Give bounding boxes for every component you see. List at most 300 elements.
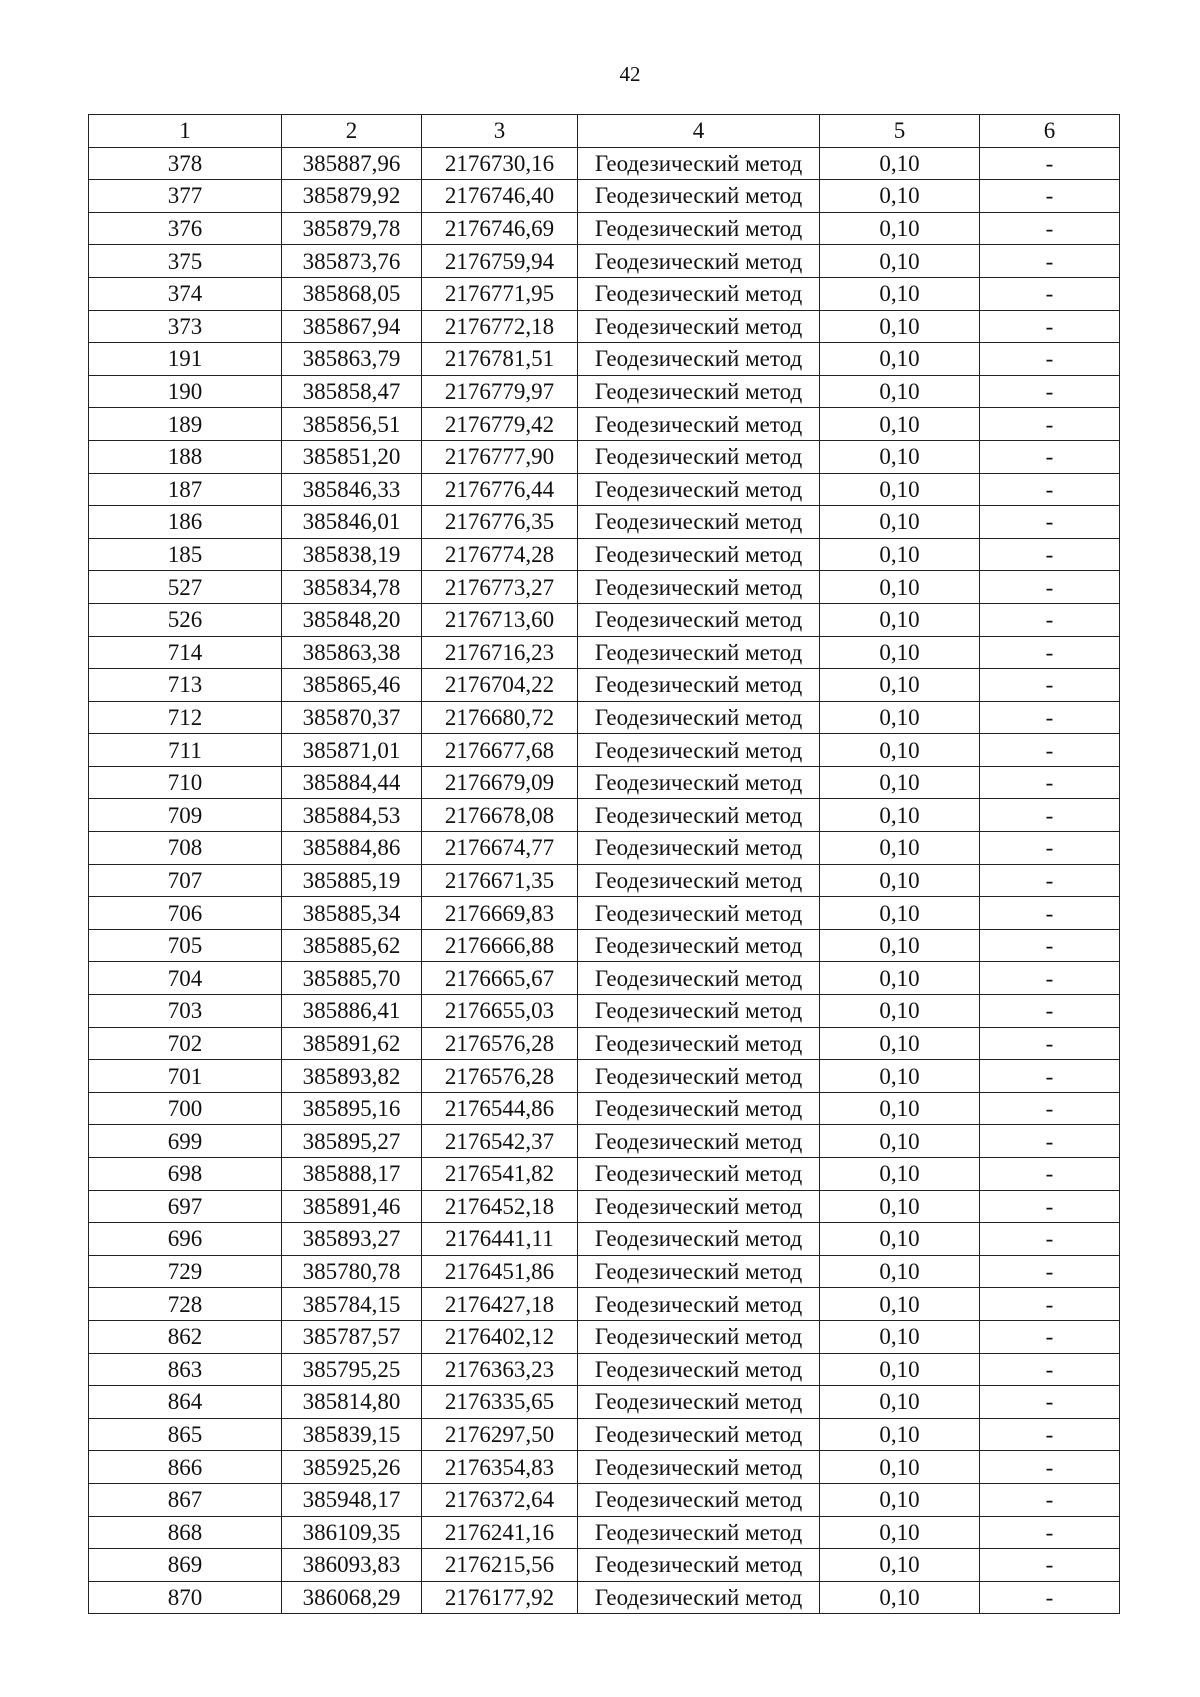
table-row bbox=[89, 1288, 1120, 1321]
y-coordinate-cell: 2176655,03 bbox=[422, 995, 578, 1028]
method-cell: Геодезический метод bbox=[578, 897, 820, 930]
y-coordinate-cell: 2176777,90 bbox=[422, 440, 578, 473]
note-cell: - bbox=[980, 277, 1120, 310]
y-coordinate-cell: 2176781,51 bbox=[422, 343, 578, 376]
table-row bbox=[89, 799, 1120, 832]
point-number-cell: 870 bbox=[89, 1581, 282, 1614]
method-cell: Геодезический метод bbox=[578, 440, 820, 473]
x-coordinate-cell: 385787,57 bbox=[282, 1320, 422, 1353]
x-coordinate-cell: 385879,92 bbox=[282, 180, 422, 213]
table-row bbox=[89, 766, 1120, 799]
point-number-cell: 698 bbox=[89, 1158, 282, 1191]
y-coordinate-cell: 2176779,42 bbox=[422, 408, 578, 441]
note-cell: - bbox=[980, 147, 1120, 180]
point-number-cell: 714 bbox=[89, 636, 282, 669]
table-row bbox=[89, 1451, 1120, 1484]
table-row bbox=[89, 1386, 1120, 1419]
note-cell: - bbox=[980, 766, 1120, 799]
y-coordinate-cell: 2176177,92 bbox=[422, 1581, 578, 1614]
table-row bbox=[89, 636, 1120, 669]
y-coordinate-cell: 2176576,28 bbox=[422, 1060, 578, 1093]
x-coordinate-cell: 385814,80 bbox=[282, 1386, 422, 1419]
note-cell: - bbox=[980, 375, 1120, 408]
x-coordinate-cell: 385885,19 bbox=[282, 864, 422, 897]
x-coordinate-cell: 385885,70 bbox=[282, 962, 422, 995]
y-coordinate-cell: 2176771,95 bbox=[422, 277, 578, 310]
note-cell: - bbox=[980, 799, 1120, 832]
accuracy-cell: 0,10 bbox=[820, 929, 980, 962]
point-number-cell: 697 bbox=[89, 1190, 282, 1223]
accuracy-cell: 0,10 bbox=[820, 962, 980, 995]
table-row bbox=[89, 1549, 1120, 1582]
y-coordinate-cell: 2176241,16 bbox=[422, 1516, 578, 1549]
x-coordinate-cell: 385879,78 bbox=[282, 212, 422, 245]
point-number-cell: 191 bbox=[89, 343, 282, 376]
note-cell: - bbox=[980, 1092, 1120, 1125]
table-row bbox=[89, 1255, 1120, 1288]
note-cell: - bbox=[980, 1418, 1120, 1451]
table-row bbox=[89, 538, 1120, 571]
note-cell: - bbox=[980, 864, 1120, 897]
y-coordinate-cell: 2176774,28 bbox=[422, 538, 578, 571]
table-row bbox=[89, 343, 1120, 376]
note-cell: - bbox=[980, 636, 1120, 669]
x-coordinate-cell: 385885,62 bbox=[282, 929, 422, 962]
y-coordinate-cell: 2176678,08 bbox=[422, 799, 578, 832]
method-cell: Геодезический метод bbox=[578, 1581, 820, 1614]
x-coordinate-cell: 385858,47 bbox=[282, 375, 422, 408]
note-cell: - bbox=[980, 1516, 1120, 1549]
note-cell: - bbox=[980, 538, 1120, 571]
method-cell: Геодезический метод bbox=[578, 571, 820, 604]
y-coordinate-cell: 2176544,86 bbox=[422, 1092, 578, 1125]
table-row bbox=[89, 995, 1120, 1028]
method-cell: Геодезический метод bbox=[578, 766, 820, 799]
table-row bbox=[89, 440, 1120, 473]
column-header: 1 bbox=[89, 115, 282, 148]
table-row bbox=[89, 734, 1120, 767]
table-row bbox=[89, 1092, 1120, 1125]
note-cell: - bbox=[980, 1190, 1120, 1223]
y-coordinate-cell: 2176665,67 bbox=[422, 962, 578, 995]
table-row bbox=[89, 864, 1120, 897]
x-coordinate-cell: 385867,94 bbox=[282, 310, 422, 343]
note-cell: - bbox=[980, 1483, 1120, 1516]
method-cell: Геодезический метод bbox=[578, 1125, 820, 1158]
y-coordinate-cell: 2176773,27 bbox=[422, 571, 578, 604]
accuracy-cell: 0,10 bbox=[820, 538, 980, 571]
table-row bbox=[89, 897, 1120, 930]
y-coordinate-cell: 2176779,97 bbox=[422, 375, 578, 408]
x-coordinate-cell: 385884,53 bbox=[282, 799, 422, 832]
table-row bbox=[89, 962, 1120, 995]
table-row bbox=[89, 1125, 1120, 1158]
accuracy-cell: 0,10 bbox=[820, 1320, 980, 1353]
point-number-cell: 713 bbox=[89, 669, 282, 702]
note-cell: - bbox=[980, 212, 1120, 245]
accuracy-cell: 0,10 bbox=[820, 1190, 980, 1223]
method-cell: Геодезический метод bbox=[578, 1418, 820, 1451]
method-cell: Геодезический метод bbox=[578, 1353, 820, 1386]
x-coordinate-cell: 385863,38 bbox=[282, 636, 422, 669]
point-number-cell: 701 bbox=[89, 1060, 282, 1093]
note-cell: - bbox=[980, 734, 1120, 767]
point-number-cell: 185 bbox=[89, 538, 282, 571]
y-coordinate-cell: 2176776,44 bbox=[422, 473, 578, 506]
table-row bbox=[89, 1516, 1120, 1549]
x-coordinate-cell: 385893,27 bbox=[282, 1223, 422, 1256]
point-number-cell: 706 bbox=[89, 897, 282, 930]
y-coordinate-cell: 2176372,64 bbox=[422, 1483, 578, 1516]
method-cell: Геодезический метод bbox=[578, 1386, 820, 1419]
note-cell: - bbox=[980, 1386, 1120, 1419]
accuracy-cell: 0,10 bbox=[820, 603, 980, 636]
table-row bbox=[89, 1418, 1120, 1451]
note-cell: - bbox=[980, 669, 1120, 702]
x-coordinate-cell: 385885,34 bbox=[282, 897, 422, 930]
table-row bbox=[89, 1190, 1120, 1223]
accuracy-cell: 0,10 bbox=[820, 310, 980, 343]
note-cell: - bbox=[980, 1353, 1120, 1386]
accuracy-cell: 0,10 bbox=[820, 832, 980, 865]
method-cell: Геодезический метод bbox=[578, 343, 820, 376]
column-header: 4 bbox=[578, 115, 820, 148]
y-coordinate-cell: 2176441,11 bbox=[422, 1223, 578, 1256]
method-cell: Геодезический метод bbox=[578, 1190, 820, 1223]
table-row bbox=[89, 375, 1120, 408]
accuracy-cell: 0,10 bbox=[820, 1386, 980, 1419]
point-number-cell: 712 bbox=[89, 701, 282, 734]
note-cell: - bbox=[980, 1581, 1120, 1614]
note-cell: - bbox=[980, 440, 1120, 473]
method-cell: Геодезический метод bbox=[578, 408, 820, 441]
method-cell: Геодезический метод bbox=[578, 473, 820, 506]
point-number-cell: 375 bbox=[89, 245, 282, 278]
note-cell: - bbox=[980, 343, 1120, 376]
note-cell: - bbox=[980, 473, 1120, 506]
accuracy-cell: 0,10 bbox=[820, 1418, 980, 1451]
note-cell: - bbox=[980, 832, 1120, 865]
table-row bbox=[89, 701, 1120, 734]
note-cell: - bbox=[980, 1223, 1120, 1256]
note-cell: - bbox=[980, 962, 1120, 995]
y-coordinate-cell: 2176452,18 bbox=[422, 1190, 578, 1223]
x-coordinate-cell: 385795,25 bbox=[282, 1353, 422, 1386]
x-coordinate-cell: 385863,79 bbox=[282, 343, 422, 376]
y-coordinate-cell: 2176297,50 bbox=[422, 1418, 578, 1451]
method-cell: Геодезический метод bbox=[578, 734, 820, 767]
accuracy-cell: 0,10 bbox=[820, 799, 980, 832]
x-coordinate-cell: 385871,01 bbox=[282, 734, 422, 767]
note-cell: - bbox=[980, 180, 1120, 213]
y-coordinate-cell: 2176542,37 bbox=[422, 1125, 578, 1158]
table-row bbox=[89, 1581, 1120, 1614]
table-row bbox=[89, 1027, 1120, 1060]
point-number-cell: 864 bbox=[89, 1386, 282, 1419]
accuracy-cell: 0,10 bbox=[820, 408, 980, 441]
method-cell: Геодезический метод bbox=[578, 962, 820, 995]
accuracy-cell: 0,10 bbox=[820, 1288, 980, 1321]
point-number-cell: 696 bbox=[89, 1223, 282, 1256]
table-row bbox=[89, 571, 1120, 604]
method-cell: Геодезический метод bbox=[578, 701, 820, 734]
x-coordinate-cell: 385891,62 bbox=[282, 1027, 422, 1060]
table-header-row bbox=[89, 115, 1120, 148]
accuracy-cell: 0,10 bbox=[820, 669, 980, 702]
y-coordinate-cell: 2176674,77 bbox=[422, 832, 578, 865]
accuracy-cell: 0,10 bbox=[820, 1483, 980, 1516]
point-number-cell: 373 bbox=[89, 310, 282, 343]
accuracy-cell: 0,10 bbox=[820, 636, 980, 669]
table-row bbox=[89, 212, 1120, 245]
table-row bbox=[89, 832, 1120, 865]
accuracy-cell: 0,10 bbox=[820, 1451, 980, 1484]
table-row bbox=[89, 473, 1120, 506]
point-number-cell: 705 bbox=[89, 929, 282, 962]
x-coordinate-cell: 385834,78 bbox=[282, 571, 422, 604]
y-coordinate-cell: 2176541,82 bbox=[422, 1158, 578, 1191]
y-coordinate-cell: 2176713,60 bbox=[422, 603, 578, 636]
table-row bbox=[89, 1223, 1120, 1256]
accuracy-cell: 0,10 bbox=[820, 1092, 980, 1125]
x-coordinate-cell: 385948,17 bbox=[282, 1483, 422, 1516]
y-coordinate-cell: 2176677,68 bbox=[422, 734, 578, 767]
accuracy-cell: 0,10 bbox=[820, 1353, 980, 1386]
accuracy-cell: 0,10 bbox=[820, 1223, 980, 1256]
x-coordinate-cell: 385884,44 bbox=[282, 766, 422, 799]
point-number-cell: 869 bbox=[89, 1549, 282, 1582]
point-number-cell: 708 bbox=[89, 832, 282, 865]
table-row bbox=[89, 147, 1120, 180]
x-coordinate-cell: 385848,20 bbox=[282, 603, 422, 636]
note-cell: - bbox=[980, 1125, 1120, 1158]
accuracy-cell: 0,10 bbox=[820, 897, 980, 930]
method-cell: Геодезический метод bbox=[578, 799, 820, 832]
note-cell: - bbox=[980, 1027, 1120, 1060]
point-number-cell: 862 bbox=[89, 1320, 282, 1353]
y-coordinate-cell: 2176215,56 bbox=[422, 1549, 578, 1582]
point-number-cell: 704 bbox=[89, 962, 282, 995]
note-cell: - bbox=[980, 1255, 1120, 1288]
point-number-cell: 703 bbox=[89, 995, 282, 1028]
x-coordinate-cell: 385884,86 bbox=[282, 832, 422, 865]
x-coordinate-cell: 385893,82 bbox=[282, 1060, 422, 1093]
table-row bbox=[89, 506, 1120, 539]
accuracy-cell: 0,10 bbox=[820, 766, 980, 799]
y-coordinate-cell: 2176776,35 bbox=[422, 506, 578, 539]
x-coordinate-cell: 386093,83 bbox=[282, 1549, 422, 1582]
table-row bbox=[89, 1483, 1120, 1516]
method-cell: Геодезический метод bbox=[578, 245, 820, 278]
y-coordinate-cell: 2176772,18 bbox=[422, 310, 578, 343]
note-cell: - bbox=[980, 1451, 1120, 1484]
column-header: 3 bbox=[422, 115, 578, 148]
table-row bbox=[89, 245, 1120, 278]
note-cell: - bbox=[980, 1549, 1120, 1582]
table-row bbox=[89, 1353, 1120, 1386]
point-number-cell: 699 bbox=[89, 1125, 282, 1158]
method-cell: Геодезический метод bbox=[578, 538, 820, 571]
accuracy-cell: 0,10 bbox=[820, 440, 980, 473]
point-number-cell: 711 bbox=[89, 734, 282, 767]
accuracy-cell: 0,10 bbox=[820, 343, 980, 376]
x-coordinate-cell: 385888,17 bbox=[282, 1158, 422, 1191]
x-coordinate-cell: 385856,51 bbox=[282, 408, 422, 441]
accuracy-cell: 0,10 bbox=[820, 1125, 980, 1158]
x-coordinate-cell: 385895,27 bbox=[282, 1125, 422, 1158]
point-number-cell: 866 bbox=[89, 1451, 282, 1484]
method-cell: Геодезический метод bbox=[578, 1288, 820, 1321]
accuracy-cell: 0,10 bbox=[820, 864, 980, 897]
x-coordinate-cell: 385846,01 bbox=[282, 506, 422, 539]
table-row bbox=[89, 1060, 1120, 1093]
accuracy-cell: 0,10 bbox=[820, 506, 980, 539]
x-coordinate-cell: 385868,05 bbox=[282, 277, 422, 310]
point-number-cell: 707 bbox=[89, 864, 282, 897]
accuracy-cell: 0,10 bbox=[820, 1027, 980, 1060]
method-cell: Геодезический метод bbox=[578, 1516, 820, 1549]
note-cell: - bbox=[980, 408, 1120, 441]
y-coordinate-cell: 2176402,12 bbox=[422, 1320, 578, 1353]
method-cell: Геодезический метод bbox=[578, 669, 820, 702]
note-cell: - bbox=[980, 506, 1120, 539]
x-coordinate-cell: 385784,15 bbox=[282, 1288, 422, 1321]
y-coordinate-cell: 2176759,94 bbox=[422, 245, 578, 278]
accuracy-cell: 0,10 bbox=[820, 180, 980, 213]
method-cell: Геодезический метод bbox=[578, 277, 820, 310]
point-number-cell: 190 bbox=[89, 375, 282, 408]
method-cell: Геодезический метод bbox=[578, 995, 820, 1028]
y-coordinate-cell: 2176666,88 bbox=[422, 929, 578, 962]
x-coordinate-cell: 385873,76 bbox=[282, 245, 422, 278]
y-coordinate-cell: 2176671,35 bbox=[422, 864, 578, 897]
point-number-cell: 863 bbox=[89, 1353, 282, 1386]
method-cell: Геодезический метод bbox=[578, 1092, 820, 1125]
note-cell: - bbox=[980, 929, 1120, 962]
accuracy-cell: 0,10 bbox=[820, 734, 980, 767]
method-cell: Геодезический метод bbox=[578, 636, 820, 669]
method-cell: Геодезический метод bbox=[578, 212, 820, 245]
x-coordinate-cell: 385895,16 bbox=[282, 1092, 422, 1125]
x-coordinate-cell: 385780,78 bbox=[282, 1255, 422, 1288]
note-cell: - bbox=[980, 1320, 1120, 1353]
x-coordinate-cell: 385846,33 bbox=[282, 473, 422, 506]
point-number-cell: 728 bbox=[89, 1288, 282, 1321]
x-coordinate-cell: 385891,46 bbox=[282, 1190, 422, 1223]
note-cell: - bbox=[980, 1158, 1120, 1191]
note-cell: - bbox=[980, 1060, 1120, 1093]
accuracy-cell: 0,10 bbox=[820, 1581, 980, 1614]
y-coordinate-cell: 2176716,23 bbox=[422, 636, 578, 669]
column-header: 5 bbox=[820, 115, 980, 148]
accuracy-cell: 0,10 bbox=[820, 1255, 980, 1288]
accuracy-cell: 0,10 bbox=[820, 1549, 980, 1582]
column-header: 6 bbox=[980, 115, 1120, 148]
accuracy-cell: 0,10 bbox=[820, 212, 980, 245]
method-cell: Геодезический метод bbox=[578, 1320, 820, 1353]
method-cell: Геодезический метод bbox=[578, 1060, 820, 1093]
method-cell: Геодезический метод bbox=[578, 1027, 820, 1060]
accuracy-cell: 0,10 bbox=[820, 571, 980, 604]
y-coordinate-cell: 2176354,83 bbox=[422, 1451, 578, 1484]
accuracy-cell: 0,10 bbox=[820, 701, 980, 734]
x-coordinate-cell: 385870,37 bbox=[282, 701, 422, 734]
y-coordinate-cell: 2176335,65 bbox=[422, 1386, 578, 1419]
y-coordinate-cell: 2176576,28 bbox=[422, 1027, 578, 1060]
method-cell: Геодезический метод bbox=[578, 1255, 820, 1288]
accuracy-cell: 0,10 bbox=[820, 1060, 980, 1093]
point-number-cell: 376 bbox=[89, 212, 282, 245]
point-number-cell: 189 bbox=[89, 408, 282, 441]
method-cell: Геодезический метод bbox=[578, 1483, 820, 1516]
method-cell: Геодезический метод bbox=[578, 1451, 820, 1484]
point-number-cell: 867 bbox=[89, 1483, 282, 1516]
y-coordinate-cell: 2176669,83 bbox=[422, 897, 578, 930]
point-number-cell: 865 bbox=[89, 1418, 282, 1451]
point-number-cell: 729 bbox=[89, 1255, 282, 1288]
accuracy-cell: 0,10 bbox=[820, 995, 980, 1028]
table-row bbox=[89, 277, 1120, 310]
y-coordinate-cell: 2176680,72 bbox=[422, 701, 578, 734]
point-number-cell: 709 bbox=[89, 799, 282, 832]
x-coordinate-cell: 385865,46 bbox=[282, 669, 422, 702]
method-cell: Геодезический метод bbox=[578, 1158, 820, 1191]
accuracy-cell: 0,10 bbox=[820, 375, 980, 408]
x-coordinate-cell: 385886,41 bbox=[282, 995, 422, 1028]
point-number-cell: 700 bbox=[89, 1092, 282, 1125]
x-coordinate-cell: 385925,26 bbox=[282, 1451, 422, 1484]
y-coordinate-cell: 2176427,18 bbox=[422, 1288, 578, 1321]
x-coordinate-cell: 385839,15 bbox=[282, 1418, 422, 1451]
coordinates-table bbox=[88, 114, 1120, 1614]
x-coordinate-cell: 385851,20 bbox=[282, 440, 422, 473]
point-number-cell: 374 bbox=[89, 277, 282, 310]
point-number-cell: 710 bbox=[89, 766, 282, 799]
note-cell: - bbox=[980, 603, 1120, 636]
y-coordinate-cell: 2176451,86 bbox=[422, 1255, 578, 1288]
method-cell: Геодезический метод bbox=[578, 506, 820, 539]
method-cell: Геодезический метод bbox=[578, 864, 820, 897]
point-number-cell: 188 bbox=[89, 440, 282, 473]
point-number-cell: 187 bbox=[89, 473, 282, 506]
table-row bbox=[89, 929, 1120, 962]
point-number-cell: 702 bbox=[89, 1027, 282, 1060]
x-coordinate-cell: 386068,29 bbox=[282, 1581, 422, 1614]
point-number-cell: 868 bbox=[89, 1516, 282, 1549]
y-coordinate-cell: 2176730,16 bbox=[422, 147, 578, 180]
x-coordinate-cell: 386109,35 bbox=[282, 1516, 422, 1549]
y-coordinate-cell: 2176746,40 bbox=[422, 180, 578, 213]
point-number-cell: 377 bbox=[89, 180, 282, 213]
point-number-cell: 526 bbox=[89, 603, 282, 636]
y-coordinate-cell: 2176363,23 bbox=[422, 1353, 578, 1386]
note-cell: - bbox=[980, 897, 1120, 930]
method-cell: Геодезический метод bbox=[578, 603, 820, 636]
method-cell: Геодезический метод bbox=[578, 310, 820, 343]
page-number: 42 bbox=[619, 62, 641, 86]
table-row bbox=[89, 1320, 1120, 1353]
table-row bbox=[89, 408, 1120, 441]
method-cell: Геодезический метод bbox=[578, 1549, 820, 1582]
table-row bbox=[89, 1158, 1120, 1191]
table-body bbox=[89, 115, 1120, 1614]
y-coordinate-cell: 2176746,69 bbox=[422, 212, 578, 245]
column-header: 2 bbox=[282, 115, 422, 148]
note-cell: - bbox=[980, 571, 1120, 604]
y-coordinate-cell: 2176704,22 bbox=[422, 669, 578, 702]
point-number-cell: 527 bbox=[89, 571, 282, 604]
accuracy-cell: 0,10 bbox=[820, 245, 980, 278]
